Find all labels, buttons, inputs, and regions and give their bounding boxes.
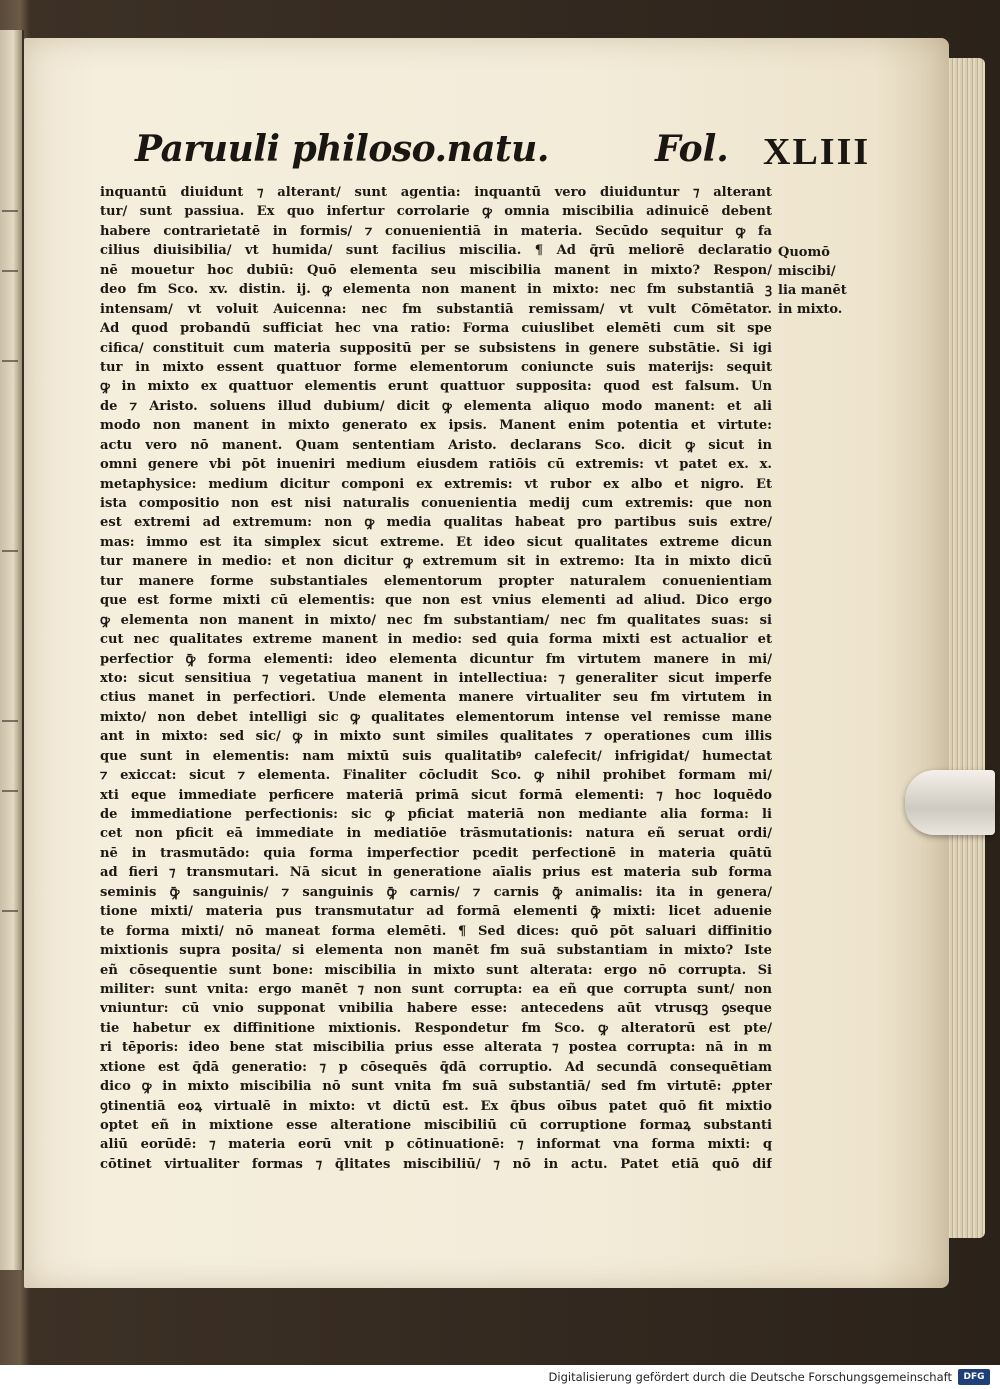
text-line: actu vero nō manent. Quam sententiam Aristo. declarans Sco. dicit ꝙ sicut in xyxy=(100,437,772,453)
text-line: de immediatione perfectionis: sic ꝙ pficiat materiā non mediante alia forma: li xyxy=(100,807,772,822)
marginal-note-line: lia manēt xyxy=(778,283,847,298)
marginal-note-line: in mixto. xyxy=(778,302,843,317)
digitization-credit: Digitalisierung gefördert durch die Deutsche Forschungsgemeinschaft xyxy=(548,1370,952,1384)
text-line: de ⁊ Aristo. soluens illud dubium/ dicit ꝙ elementa aliquo modo manent: et ali xyxy=(100,398,772,414)
text-line: modo non manent in mixto generato ex ipsis. Manent enim potentia et virtute: xyxy=(100,418,772,434)
text-line: inquantū diuidunt ⁊ alterant/ sunt agentia: inquantū vero diuiduntur ⁊ alterant xyxy=(100,185,772,200)
text-line: eñ cōsequentie sunt bone: miscibilia in mixto sunt alterata: ergo nō corrupta. Si xyxy=(100,962,772,978)
text-line: xtione est q̄dā generatio: ⁊ p cōsequēs q̄dā corruptio. Ad secundā consequētiam xyxy=(100,1059,772,1075)
page-holder-clip xyxy=(905,770,995,835)
text-line: nē in trasmutādo: quia forma imperfectior pcedit perfectionē in materia quātū xyxy=(100,845,772,861)
folio-label: Fol. xyxy=(655,128,729,170)
marginal-note-line: Quomō xyxy=(778,245,830,260)
text-line: ant in mixto: sed sic/ ꝙ in mixto sunt similes qualitates ⁊ operationes cum illis xyxy=(100,729,772,745)
facing-page-edge xyxy=(0,30,24,1270)
text-line: nē mouetur hoc dubiū: Quō elementa seu miscibilia manent in mixto? Respon/ xyxy=(100,262,772,278)
folio-number: XLIII xyxy=(763,131,871,173)
text-line: tie habetur ex diffinitione mixtionis. Respondetur fm Sco. ꝙ alteratorū est pte/ xyxy=(100,1020,772,1036)
text-line: ad fieri ⁊ transmutari. Nā sicut in generatione aīalis prius est materia sub forma xyxy=(100,865,772,881)
text-line: omni genere vbi pōt inueniri medium eiusdem ratiōis cū extremis: vt patet ex. x. xyxy=(100,457,772,473)
text-line: optet eñ in mixtione esse alteratione miscibiliū cū corruptione formaꝝ substanti xyxy=(100,1118,772,1133)
text-line: perfectior ꝙ̄ forma elementi: ideo elementa dicuntur fm virtutem manere in mi/ xyxy=(100,651,772,667)
text-line: ctius manet in perfectiori. Unde elementa manere virtualiter seu fm virtutem in xyxy=(100,690,772,706)
text-line: mixtionis supra posita/ si elementa non manēt fm suā substantiam in mixto? Iste xyxy=(100,943,772,959)
text-line: tur/ sunt passiua. Ex quo infertur corrolarie ꝙ omnia miscibilia adinuicē debent xyxy=(100,204,772,220)
text-line: ꝯtinentiā eoꝝ virtualē in mixto: vt dictū est. Ex q̄bus oībus patet quō fit mixtio xyxy=(100,1098,772,1114)
main-text-block xyxy=(100,183,772,1174)
text-line: que sunt in elementis: nam mixtū suis qualitatibꝰ calefecit/ infrigidat/ humectat xyxy=(100,748,772,764)
text-line: que est forme mixti cū elementis: que non est vnius elementi ad aliud. Dico ergo xyxy=(100,593,772,609)
text-line: te forma mixti/ nō maneat forma elemēti. ¶ Sed dices: quō pōt saluari diffinitio xyxy=(100,923,772,939)
text-line: cet non pficit eā immediate in mediatiōe trāsmutationis: natura eñ seruat ordi/ xyxy=(100,826,772,842)
page-header xyxy=(135,128,871,178)
viewer-footer xyxy=(0,1365,1000,1389)
text-line: ri tēporis: ideo bene stat miscibilia prius esse alterata ⁊ postea corrupta: nā in m xyxy=(100,1040,772,1056)
text-line: xti eque immediate perficere materiā primā sicut formā elementi: ⁊ hoc loquēdo xyxy=(100,787,772,803)
text-line: cifica/ constituit cum materia suppositū per se subsistens in genere substātie. Si igi xyxy=(100,340,772,356)
text-line: aliū eorūdē: ⁊ materia eorū vnit p cōtinuationē: ⁊ informat vna forma mixti: q xyxy=(100,1137,772,1153)
text-line: deo fm Sco. xv. distin. ij. ꝙ elementa non manent in mixto: nec fm substantiā ꝫ xyxy=(100,282,772,298)
text-line: ista compositio non est nisi naturalis conuenientia medij cum extremis: que non xyxy=(100,496,772,511)
text-line: cut nec qualitates extreme manent in medio: sed quia forma mixti est actualior et xyxy=(100,632,772,648)
marginal-note xyxy=(778,243,858,319)
text-line: dico ꝙ in mixto miscibilia nō sunt vnita fm suā substantiā/ sed fm virtutē: ꝓpter xyxy=(100,1079,772,1095)
text-line: intensam/ vt voluit Auicenna: nec fm substantiā remissam/ vt vult Cōmētator. xyxy=(100,301,772,317)
text-line: tione mixti/ materia pus transmutatur ad formā elementi ꝙ̄ mixti: licet aduenie xyxy=(100,904,772,920)
text-line: tur manere in medio: et non dicitur ꝙ extremum sit in extremo: Ita in mixto dicū xyxy=(100,554,772,570)
text-line: cilius diuisibilia/ vt humida/ sunt facilius miscilia. ¶ Ad q̄rū meliorē declaratio xyxy=(100,243,772,259)
text-line: cōtinet virtualiter formas ⁊ q̄litates miscibiliū/ ⁊ nō in actu. Patet etiā quō dif xyxy=(100,1156,772,1172)
marginal-note-line: miscibi/ xyxy=(778,264,836,279)
text-line: ꝙ elementa non manent in mixto/ nec fm substantiam/ nec fm qualitates suas: si xyxy=(100,612,772,628)
text-line: metaphysice: medium dicitur componi ex extremis: vt rubor ex albo et nigro. Et xyxy=(100,476,772,492)
dfg-logo: DFG xyxy=(958,1369,990,1385)
text-line: vniuntur: cū vnio supponat vnibilia habere esse: antecedens aūt vtrusqꝫ ꝯseque xyxy=(100,1001,772,1017)
text-line: tur manere forme substantiales elementorum propter naturalem conuenientiam xyxy=(100,573,772,589)
text-line: seminis ꝙ̄ sanguinis/ ⁊ sanguinis ꝙ̄ carnis/ ⁊ carnis ꝙ̄ animalis: ita in genera/ xyxy=(100,884,772,900)
text-line: Ad quod probandū sufficiat hec vna ratio: Forma cuiuslibet elemēti cum sit spe xyxy=(100,321,772,337)
text-line: tur in mixto essent quattuor forme elementorum coniuncte suis materijs: sequit xyxy=(100,359,772,375)
text-line: mixto/ non debet intelligi sic ꝙ qualitates elementorum intense vel remisse mane xyxy=(100,709,772,725)
text-line: xto: sicut sensitiua ⁊ vegetatiua manent in intellectiua: ⁊ generaliter sicut imperfe xyxy=(100,670,772,686)
text-line: ⁊ exiccat: sicut ⁊ elementa. Finaliter cōcludit Sco. ꝙ nihil prohibet formam mi/ xyxy=(100,768,772,784)
running-head: Paruuli philoso.natu. xyxy=(135,128,549,170)
text-line: habere contrarietatē in formis/ ⁊ conuenientiā in materia. Secūdo sequitur ꝙ fa xyxy=(100,223,772,239)
text-line: mas: immo est ita simplex sicut extreme. Et ideo sicut qualitates extreme dicun xyxy=(100,534,772,550)
text-line: ꝙ in mixto ex quattuor elementis erunt quattuor supposita: quod est falsum. Un xyxy=(100,379,772,395)
text-line: est extremi ad extremum: non ꝙ media qualitas habeat pro partibus suis extre/ xyxy=(100,515,772,531)
text-line: militer: sunt vnita: ergo manēt ⁊ non sunt corrupta: ea eñ que corrupta sunt/ non xyxy=(100,981,772,997)
